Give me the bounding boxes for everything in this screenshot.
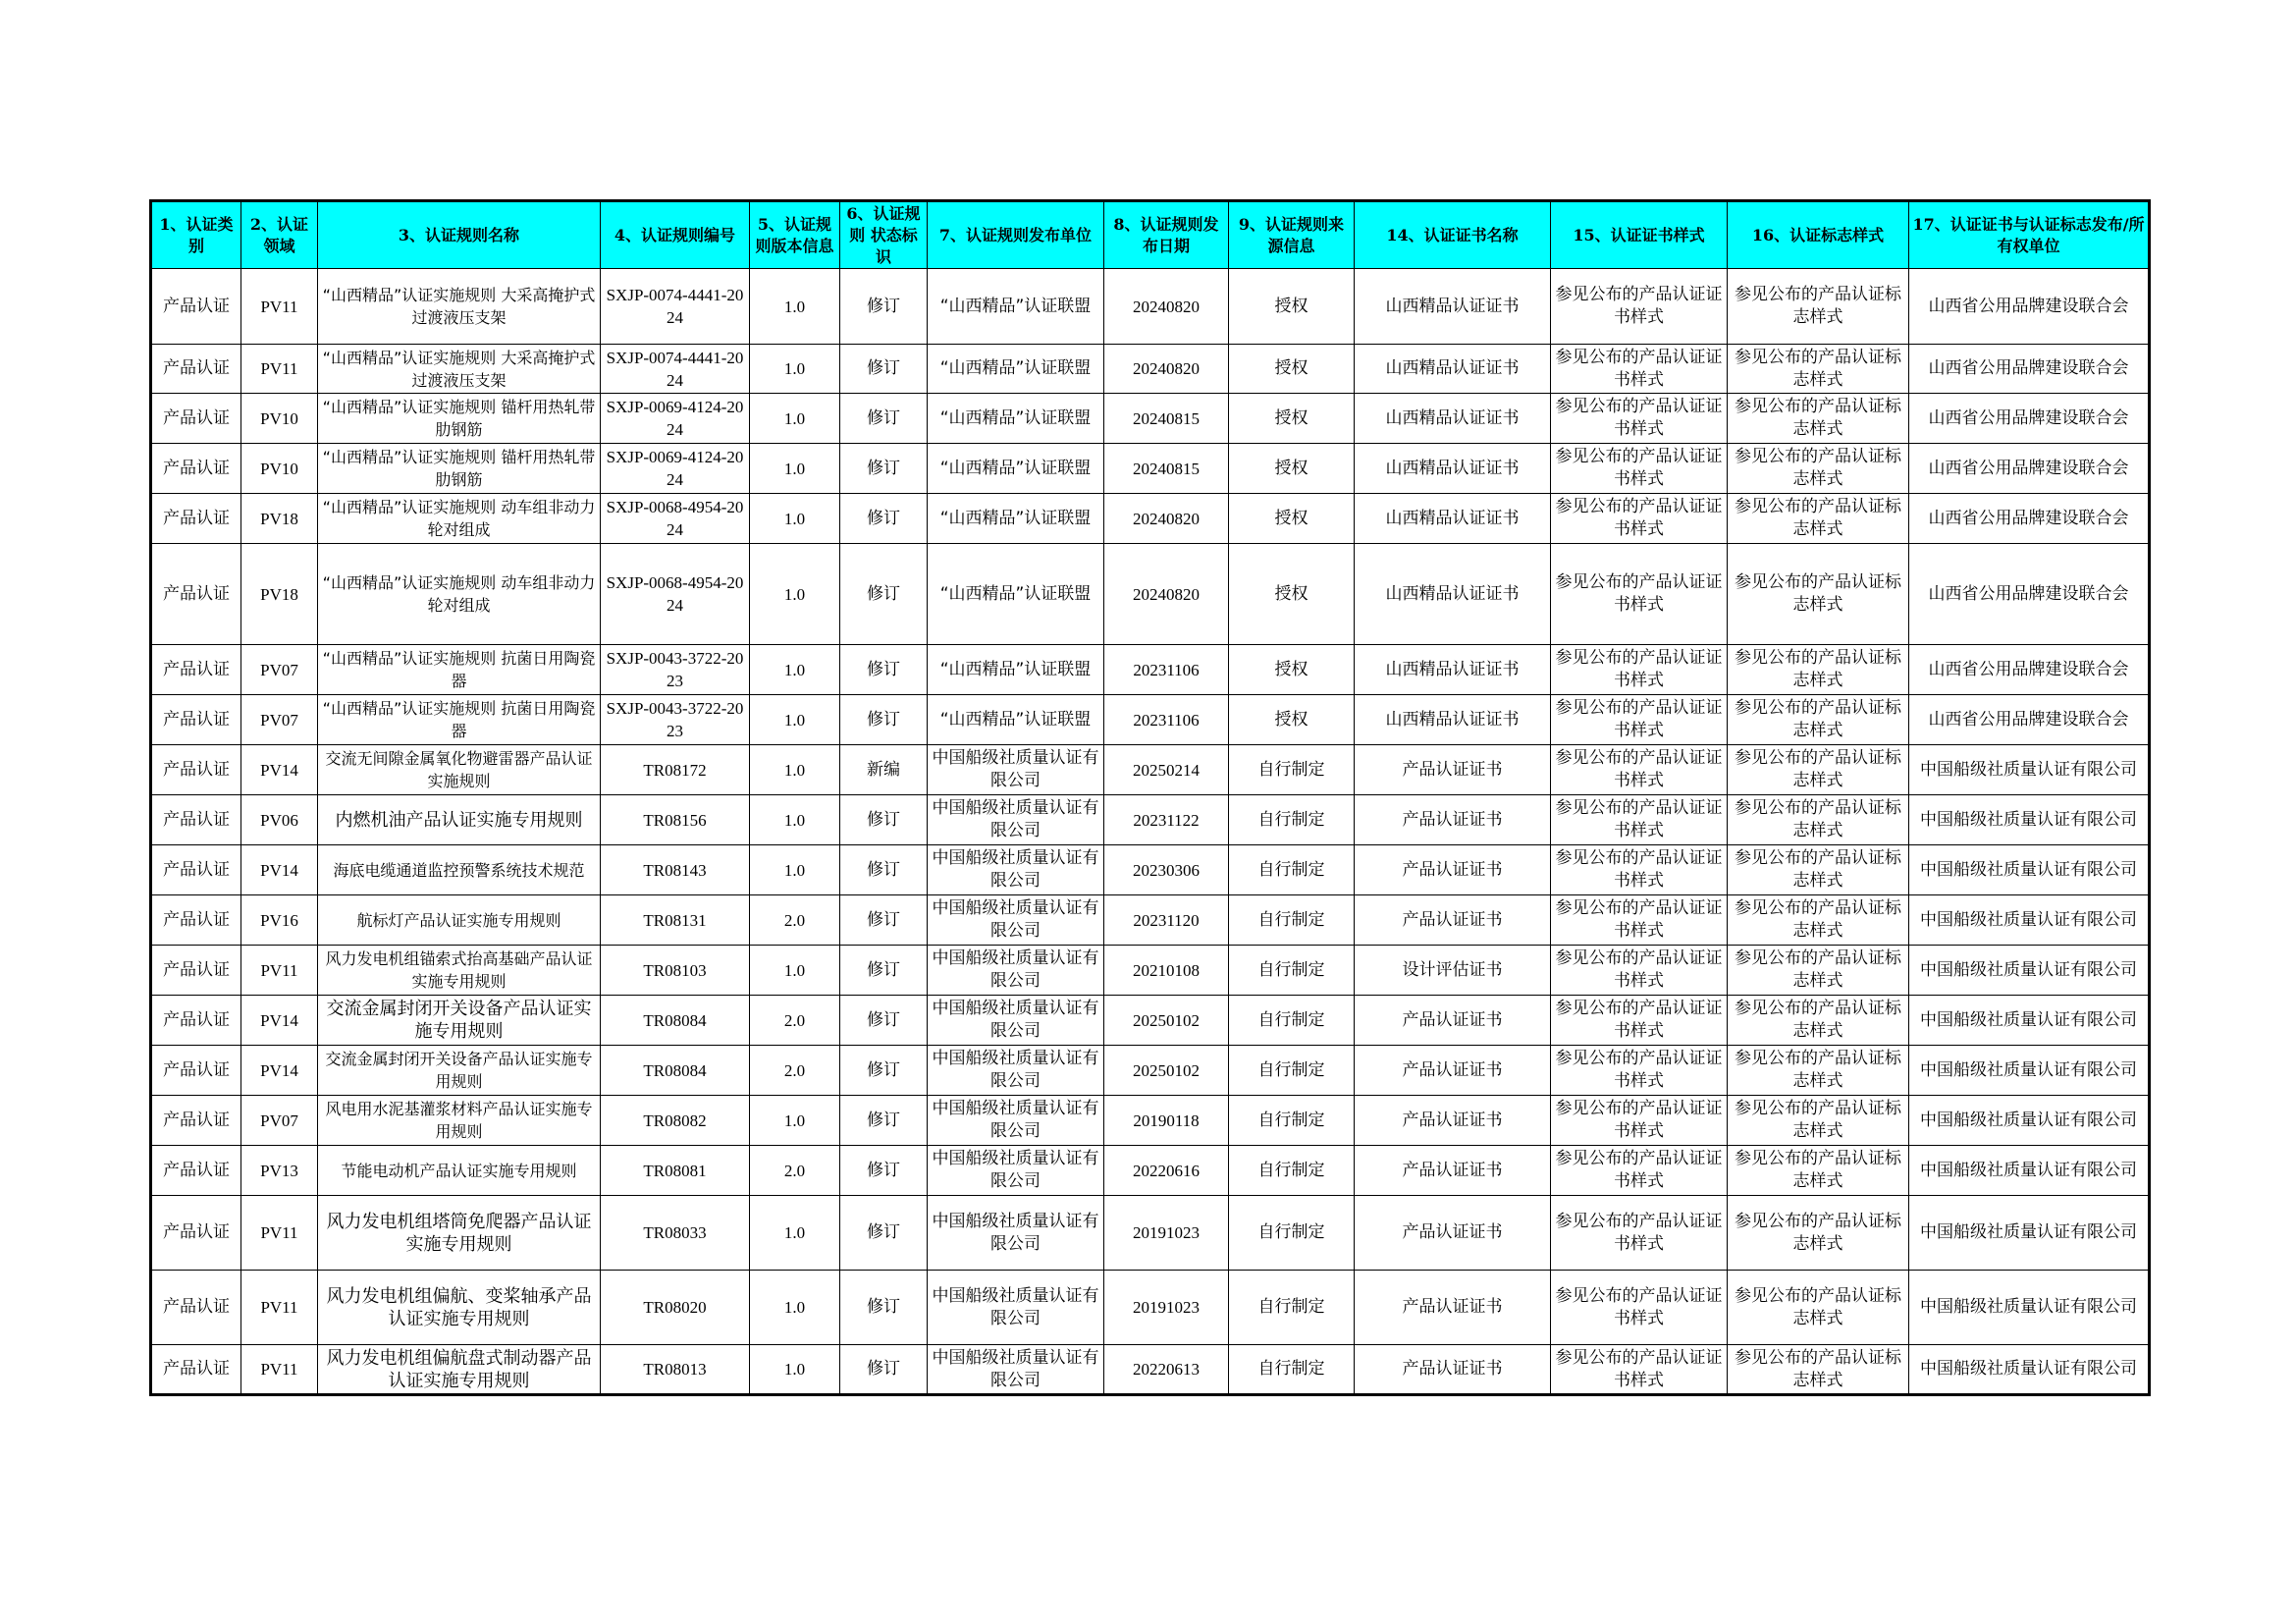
cell-cert-style: 参见公布的产品认证证书样式 — [1551, 946, 1728, 996]
cell-owner: 中国船级社质量认证有限公司 — [1909, 895, 2150, 946]
cell-rule-code: TR08084 — [601, 1046, 750, 1096]
cell-rule-source: 授权 — [1229, 394, 1355, 444]
cell-cert-style: 参见公布的产品认证证书样式 — [1551, 494, 1728, 544]
cell-rule-code: TR08172 — [601, 745, 750, 795]
table-row — [151, 1046, 2150, 1096]
table-row — [151, 645, 2150, 695]
cell-rule-version: 1.0 — [750, 394, 840, 444]
cell-rule-source: 授权 — [1229, 645, 1355, 695]
cell-rule-publisher: 中国船级社质量认证有限公司 — [928, 1046, 1104, 1096]
header-rule-status: 6、认证规则 状态标识 — [840, 201, 928, 269]
cell-field: PV11 — [241, 345, 318, 394]
cell-rule-name: 航标灯产品认证实施专用规则 — [318, 895, 601, 946]
cell-rule-code: SXJP-0068-4954-2024 — [601, 544, 750, 645]
cell-rule-code: TR08082 — [601, 1096, 750, 1146]
cell-mark-style: 参见公布的产品认证标志样式 — [1728, 845, 1909, 895]
cell-rule-status: 修订 — [840, 895, 928, 946]
cell-rule-date: 20250214 — [1104, 745, 1229, 795]
cell-rule-code: SXJP-0074-4441-2024 — [601, 269, 750, 345]
table-row — [151, 544, 2150, 645]
cell-cert-style: 参见公布的产品认证证书样式 — [1551, 544, 1728, 645]
cell-rule-name: 交流无间隙金属氧化物避雷器产品认证实施规则 — [318, 745, 601, 795]
cell-cert-style: 参见公布的产品认证证书样式 — [1551, 394, 1728, 444]
cell-rule-source: 授权 — [1229, 444, 1355, 494]
cell-rule-source: 自行制定 — [1229, 1096, 1355, 1146]
cell-rule-code: SXJP-0068-4954-2024 — [601, 494, 750, 544]
header-rule-source: 9、认证规则来源信息 — [1229, 201, 1355, 269]
cell-rule-status: 修订 — [840, 1196, 928, 1271]
cell-cert-name: 产品认证证书 — [1355, 795, 1551, 845]
cell-cert-style: 参见公布的产品认证证书样式 — [1551, 269, 1728, 345]
cell-rule-name: “山西精品”认证实施规则 锚杆用热轧带肋钢筋 — [318, 394, 601, 444]
cell-category: 产品认证 — [151, 795, 241, 845]
cell-mark-style: 参见公布的产品认证标志样式 — [1728, 1046, 1909, 1096]
cell-owner: 山西省公用品牌建设联合会 — [1909, 394, 2150, 444]
cell-rule-status: 修订 — [840, 345, 928, 394]
cell-cert-style: 参见公布的产品认证证书样式 — [1551, 345, 1728, 394]
cell-mark-style: 参见公布的产品认证标志样式 — [1728, 269, 1909, 345]
cell-rule-name: “山西精品”认证实施规则 动车组非动力轮对组成 — [318, 544, 601, 645]
cell-rule-status: 修订 — [840, 695, 928, 745]
cell-field: PV11 — [241, 1345, 318, 1395]
cell-owner: 山西省公用品牌建设联合会 — [1909, 645, 2150, 695]
cell-rule-version: 1.0 — [750, 795, 840, 845]
cell-cert-name: 产品认证证书 — [1355, 745, 1551, 795]
cell-category: 产品认证 — [151, 269, 241, 345]
cell-cert-style: 参见公布的产品认证证书样式 — [1551, 1196, 1728, 1271]
cell-cert-name: 山西精品认证证书 — [1355, 269, 1551, 345]
cell-category: 产品认证 — [151, 645, 241, 695]
cell-rule-date: 20220616 — [1104, 1146, 1229, 1196]
table-row — [151, 895, 2150, 946]
cell-owner: 山西省公用品牌建设联合会 — [1909, 695, 2150, 745]
cell-category: 产品认证 — [151, 1196, 241, 1271]
cell-rule-name: 风力发电机组偏航盘式制动器产品认证实施专用规则 — [318, 1345, 601, 1395]
cell-rule-source: 自行制定 — [1229, 1146, 1355, 1196]
table-row — [151, 444, 2150, 494]
cell-rule-status: 修订 — [840, 645, 928, 695]
cell-rule-date: 20240820 — [1104, 544, 1229, 645]
cell-owner: 中国船级社质量认证有限公司 — [1909, 1096, 2150, 1146]
cell-cert-name: 产品认证证书 — [1355, 996, 1551, 1046]
cell-rule-version: 1.0 — [750, 494, 840, 544]
cell-cert-style: 参见公布的产品认证证书样式 — [1551, 1046, 1728, 1096]
cell-rule-name: 交流金属封闭开关设备产品认证实施专用规则 — [318, 996, 601, 1046]
cell-rule-source: 授权 — [1229, 269, 1355, 345]
certification-rules-table — [149, 199, 2151, 1396]
cell-rule-code: TR08131 — [601, 895, 750, 946]
cell-field: PV14 — [241, 996, 318, 1046]
cell-rule-version: 1.0 — [750, 946, 840, 996]
cell-field: PV11 — [241, 946, 318, 996]
cell-rule-code: TR08156 — [601, 795, 750, 845]
cell-rule-source: 授权 — [1229, 494, 1355, 544]
cell-category: 产品认证 — [151, 996, 241, 1046]
cell-rule-publisher: “山西精品”认证联盟 — [928, 544, 1104, 645]
header-rule-code: 4、认证规则编号 — [601, 201, 750, 269]
cell-mark-style: 参见公布的产品认证标志样式 — [1728, 745, 1909, 795]
table-row — [151, 1146, 2150, 1196]
table-row — [151, 695, 2150, 745]
cell-rule-source: 自行制定 — [1229, 1196, 1355, 1271]
cell-cert-style: 参见公布的产品认证证书样式 — [1551, 745, 1728, 795]
cell-rule-date: 20220613 — [1104, 1345, 1229, 1395]
cell-cert-style: 参见公布的产品认证证书样式 — [1551, 895, 1728, 946]
cell-rule-date: 20240820 — [1104, 345, 1229, 394]
cell-mark-style: 参见公布的产品认证标志样式 — [1728, 795, 1909, 845]
header-mark-style: 16、认证标志样式 — [1728, 201, 1909, 269]
cell-rule-publisher: “山西精品”认证联盟 — [928, 345, 1104, 394]
cell-category: 产品认证 — [151, 394, 241, 444]
cell-rule-version: 1.0 — [750, 1271, 840, 1345]
cell-rule-source: 自行制定 — [1229, 946, 1355, 996]
cell-rule-date: 20240820 — [1104, 269, 1229, 345]
cell-field: PV11 — [241, 1271, 318, 1345]
cell-rule-publisher: 中国船级社质量认证有限公司 — [928, 745, 1104, 795]
cell-cert-style: 参见公布的产品认证证书样式 — [1551, 444, 1728, 494]
cell-rule-source: 自行制定 — [1229, 1345, 1355, 1395]
cell-cert-style: 参见公布的产品认证证书样式 — [1551, 795, 1728, 845]
cell-rule-status: 修订 — [840, 946, 928, 996]
cell-category: 产品认证 — [151, 444, 241, 494]
cell-owner: 中国船级社质量认证有限公司 — [1909, 845, 2150, 895]
cell-rule-date: 20250102 — [1104, 996, 1229, 1046]
cell-rule-source: 授权 — [1229, 695, 1355, 745]
table-row — [151, 394, 2150, 444]
cell-field: PV10 — [241, 394, 318, 444]
cell-rule-publisher: 中国船级社质量认证有限公司 — [928, 996, 1104, 1046]
cell-rule-publisher: “山西精品”认证联盟 — [928, 269, 1104, 345]
table-body — [151, 269, 2150, 1395]
cell-rule-publisher: “山西精品”认证联盟 — [928, 444, 1104, 494]
cell-rule-date: 20231106 — [1104, 645, 1229, 695]
header-cert-name: 14、认证证书名称 — [1355, 201, 1551, 269]
cell-category: 产品认证 — [151, 695, 241, 745]
cell-cert-name: 产品认证证书 — [1355, 845, 1551, 895]
header-row — [151, 201, 2150, 269]
cell-rule-name: 风力发电机组偏航、变桨轴承产品认证实施专用规则 — [318, 1271, 601, 1345]
cell-rule-version: 1.0 — [750, 1196, 840, 1271]
cell-cert-name: 山西精品认证证书 — [1355, 444, 1551, 494]
cell-rule-code: SXJP-0043-3722-2023 — [601, 695, 750, 745]
cell-rule-version: 2.0 — [750, 996, 840, 1046]
cell-category: 产品认证 — [151, 345, 241, 394]
cell-rule-name: “山西精品”认证实施规则 锚杆用热轧带肋钢筋 — [318, 444, 601, 494]
table-row — [151, 1345, 2150, 1395]
cell-category: 产品认证 — [151, 1345, 241, 1395]
cell-rule-version: 1.0 — [750, 695, 840, 745]
cell-owner: 中国船级社质量认证有限公司 — [1909, 1271, 2150, 1345]
cell-rule-version: 2.0 — [750, 1146, 840, 1196]
cell-category: 产品认证 — [151, 544, 241, 645]
cell-rule-code: TR08013 — [601, 1345, 750, 1395]
cell-rule-date: 20240815 — [1104, 444, 1229, 494]
cell-rule-name: “山西精品”认证实施规则 抗菌日用陶瓷器 — [318, 695, 601, 745]
cell-rule-code: SXJP-0043-3722-2023 — [601, 645, 750, 695]
cell-rule-version: 1.0 — [750, 444, 840, 494]
cell-rule-name: 内燃机油产品认证实施专用规则 — [318, 795, 601, 845]
cell-rule-date: 20191023 — [1104, 1271, 1229, 1345]
cell-rule-publisher: 中国船级社质量认证有限公司 — [928, 1271, 1104, 1345]
header-rule-publisher: 7、认证规则发布单位 — [928, 201, 1104, 269]
cell-cert-name: 产品认证证书 — [1355, 1345, 1551, 1395]
cell-rule-publisher: “山西精品”认证联盟 — [928, 494, 1104, 544]
header-category: 1、认证类别 — [151, 201, 241, 269]
cell-rule-date: 20210108 — [1104, 946, 1229, 996]
cell-rule-code: TR08081 — [601, 1146, 750, 1196]
cell-category: 产品认证 — [151, 1096, 241, 1146]
header-rule-name: 3、认证规则名称 — [318, 201, 601, 269]
cell-category: 产品认证 — [151, 745, 241, 795]
table-row — [151, 269, 2150, 345]
cell-cert-style: 参见公布的产品认证证书样式 — [1551, 1345, 1728, 1395]
cell-rule-publisher: 中国船级社质量认证有限公司 — [928, 1146, 1104, 1196]
cell-rule-status: 修订 — [840, 494, 928, 544]
cell-rule-publisher: 中国船级社质量认证有限公司 — [928, 946, 1104, 996]
cell-rule-publisher: “山西精品”认证联盟 — [928, 394, 1104, 444]
cell-rule-status: 修订 — [840, 1046, 928, 1096]
cell-rule-name: “山西精品”认证实施规则 动车组非动力轮对组成 — [318, 494, 601, 544]
table-row — [151, 745, 2150, 795]
cell-rule-source: 自行制定 — [1229, 895, 1355, 946]
cell-owner: 中国船级社质量认证有限公司 — [1909, 1345, 2150, 1395]
cell-rule-version: 1.0 — [750, 345, 840, 394]
header-field: 2、认证领域 — [241, 201, 318, 269]
cell-rule-version: 1.0 — [750, 645, 840, 695]
cell-field: PV14 — [241, 1046, 318, 1096]
cell-rule-status: 修订 — [840, 1345, 928, 1395]
cell-rule-name: “山西精品”认证实施规则 大采高掩护式过渡液压支架 — [318, 269, 601, 345]
cell-owner: 中国船级社质量认证有限公司 — [1909, 1146, 2150, 1196]
cell-cert-name: 山西精品认证证书 — [1355, 394, 1551, 444]
cell-rule-source: 授权 — [1229, 345, 1355, 394]
cell-mark-style: 参见公布的产品认证标志样式 — [1728, 1146, 1909, 1196]
cell-rule-source: 自行制定 — [1229, 795, 1355, 845]
cell-rule-publisher: 中国船级社质量认证有限公司 — [928, 795, 1104, 845]
cell-field: PV11 — [241, 269, 318, 345]
cell-cert-style: 参见公布的产品认证证书样式 — [1551, 996, 1728, 1046]
cell-rule-date: 20231106 — [1104, 695, 1229, 745]
table-row — [151, 345, 2150, 394]
cell-mark-style: 参见公布的产品认证标志样式 — [1728, 345, 1909, 394]
table-row — [151, 1096, 2150, 1146]
cell-category: 产品认证 — [151, 946, 241, 996]
cell-owner: 山西省公用品牌建设联合会 — [1909, 494, 2150, 544]
cell-rule-status: 修订 — [840, 444, 928, 494]
cell-rule-code: SXJP-0069-4124-2024 — [601, 394, 750, 444]
cell-rule-status: 修订 — [840, 845, 928, 895]
cell-owner: 中国船级社质量认证有限公司 — [1909, 1046, 2150, 1096]
cell-rule-publisher: 中国船级社质量认证有限公司 — [928, 1345, 1104, 1395]
cell-rule-version: 1.0 — [750, 544, 840, 645]
cell-field: PV06 — [241, 795, 318, 845]
cell-rule-name: “山西精品”认证实施规则 抗菌日用陶瓷器 — [318, 645, 601, 695]
cell-rule-publisher: 中国船级社质量认证有限公司 — [928, 845, 1104, 895]
cell-cert-name: 山西精品认证证书 — [1355, 544, 1551, 645]
cell-cert-style: 参见公布的产品认证证书样式 — [1551, 645, 1728, 695]
cell-category: 产品认证 — [151, 895, 241, 946]
cell-rule-status: 修订 — [840, 394, 928, 444]
cell-cert-name: 产品认证证书 — [1355, 1271, 1551, 1345]
cell-mark-style: 参见公布的产品认证标志样式 — [1728, 444, 1909, 494]
cell-category: 产品认证 — [151, 494, 241, 544]
cell-owner: 中国船级社质量认证有限公司 — [1909, 745, 2150, 795]
cell-rule-version: 1.0 — [750, 745, 840, 795]
cell-rule-status: 修订 — [840, 1146, 928, 1196]
table-row — [151, 1271, 2150, 1345]
cell-rule-publisher: 中国船级社质量认证有限公司 — [928, 895, 1104, 946]
cell-cert-name: 山西精品认证证书 — [1355, 494, 1551, 544]
cell-rule-version: 1.0 — [750, 1345, 840, 1395]
cell-rule-date: 20250102 — [1104, 1046, 1229, 1096]
cell-owner: 山西省公用品牌建设联合会 — [1909, 269, 2150, 345]
cell-rule-date: 20231122 — [1104, 795, 1229, 845]
cell-rule-code: SXJP-0074-4441-2024 — [601, 345, 750, 394]
cell-cert-style: 参见公布的产品认证证书样式 — [1551, 1271, 1728, 1345]
cell-mark-style: 参见公布的产品认证标志样式 — [1728, 394, 1909, 444]
cell-rule-code: TR08084 — [601, 996, 750, 1046]
cell-field: PV07 — [241, 695, 318, 745]
cell-rule-name: 海底电缆通道监控预警系统技术规范 — [318, 845, 601, 895]
cell-owner: 中国船级社质量认证有限公司 — [1909, 1196, 2150, 1271]
cell-rule-source: 授权 — [1229, 544, 1355, 645]
cell-field: PV07 — [241, 1096, 318, 1146]
table-row — [151, 946, 2150, 996]
cell-mark-style: 参见公布的产品认证标志样式 — [1728, 494, 1909, 544]
table-row — [151, 1196, 2150, 1271]
cell-rule-date: 20190118 — [1104, 1096, 1229, 1146]
cell-rule-date: 20240815 — [1104, 394, 1229, 444]
table-row — [151, 996, 2150, 1046]
cell-cert-name: 设计评估证书 — [1355, 946, 1551, 996]
cell-rule-publisher: 中国船级社质量认证有限公司 — [928, 1196, 1104, 1271]
cell-category: 产品认证 — [151, 845, 241, 895]
cell-rule-name: 风电用水泥基灌浆材料产品认证实施专用规则 — [318, 1096, 601, 1146]
cell-rule-status: 修订 — [840, 544, 928, 645]
cell-rule-publisher: “山西精品”认证联盟 — [928, 645, 1104, 695]
cell-field: PV14 — [241, 745, 318, 795]
header-owner: 17、认证证书与认证标志发布/所有权单位 — [1909, 201, 2150, 269]
cell-cert-name: 产品认证证书 — [1355, 1146, 1551, 1196]
header-cert-style: 15、认证证书样式 — [1551, 201, 1728, 269]
cell-owner: 山西省公用品牌建设联合会 — [1909, 345, 2150, 394]
cell-rule-name: 交流金属封闭开关设备产品认证实施专用规则 — [318, 1046, 601, 1096]
cell-mark-style: 参见公布的产品认证标志样式 — [1728, 544, 1909, 645]
cell-rule-code: TR08020 — [601, 1271, 750, 1345]
cell-cert-name: 产品认证证书 — [1355, 1196, 1551, 1271]
cell-mark-style: 参见公布的产品认证标志样式 — [1728, 1196, 1909, 1271]
cell-rule-status: 修订 — [840, 795, 928, 845]
cell-cert-name: 产品认证证书 — [1355, 1046, 1551, 1096]
cell-cert-name: 山西精品认证证书 — [1355, 645, 1551, 695]
cell-field: PV11 — [241, 1196, 318, 1271]
cell-rule-date: 20240820 — [1104, 494, 1229, 544]
cell-rule-name: 风力发电机组塔筒免爬器产品认证实施专用规则 — [318, 1196, 601, 1271]
cell-category: 产品认证 — [151, 1046, 241, 1096]
cell-cert-name: 产品认证证书 — [1355, 895, 1551, 946]
cell-rule-version: 1.0 — [750, 845, 840, 895]
table-row — [151, 494, 2150, 544]
cell-cert-style: 参见公布的产品认证证书样式 — [1551, 1096, 1728, 1146]
cell-rule-status: 修订 — [840, 269, 928, 345]
cell-rule-source: 自行制定 — [1229, 745, 1355, 795]
cell-mark-style: 参见公布的产品认证标志样式 — [1728, 1271, 1909, 1345]
cell-rule-publisher: “山西精品”认证联盟 — [928, 695, 1104, 745]
cell-mark-style: 参见公布的产品认证标志样式 — [1728, 946, 1909, 996]
cell-rule-code: SXJP-0069-4124-2024 — [601, 444, 750, 494]
cell-rule-code: TR08143 — [601, 845, 750, 895]
header-rule-version: 5、认证规则版本信息 — [750, 201, 840, 269]
cell-cert-name: 产品认证证书 — [1355, 1096, 1551, 1146]
cell-rule-source: 自行制定 — [1229, 996, 1355, 1046]
cell-mark-style: 参见公布的产品认证标志样式 — [1728, 895, 1909, 946]
cell-cert-style: 参见公布的产品认证证书样式 — [1551, 695, 1728, 745]
cell-category: 产品认证 — [151, 1146, 241, 1196]
cell-field: PV16 — [241, 895, 318, 946]
cell-category: 产品认证 — [151, 1271, 241, 1345]
cell-field: PV07 — [241, 645, 318, 695]
cell-field: PV13 — [241, 1146, 318, 1196]
cell-rule-name: “山西精品”认证实施规则 大采高掩护式过渡液压支架 — [318, 345, 601, 394]
cell-mark-style: 参见公布的产品认证标志样式 — [1728, 1345, 1909, 1395]
cell-rule-name: 节能电动机产品认证实施专用规则 — [318, 1146, 601, 1196]
cell-rule-source: 自行制定 — [1229, 1046, 1355, 1096]
cell-owner: 中国船级社质量认证有限公司 — [1909, 946, 2150, 996]
cell-rule-status: 修订 — [840, 1271, 928, 1345]
cell-field: PV18 — [241, 494, 318, 544]
cell-cert-name: 山西精品认证证书 — [1355, 345, 1551, 394]
cell-rule-status: 新编 — [840, 745, 928, 795]
cell-field: PV10 — [241, 444, 318, 494]
cell-owner: 山西省公用品牌建设联合会 — [1909, 444, 2150, 494]
cell-rule-publisher: 中国船级社质量认证有限公司 — [928, 1096, 1104, 1146]
cell-rule-version: 2.0 — [750, 1046, 840, 1096]
cell-rule-date: 20191023 — [1104, 1196, 1229, 1271]
cell-cert-style: 参见公布的产品认证证书样式 — [1551, 1146, 1728, 1196]
cell-field: PV18 — [241, 544, 318, 645]
cell-rule-status: 修订 — [840, 996, 928, 1046]
cell-rule-name: 风力发电机组锚索式抬高基础产品认证实施专用规则 — [318, 946, 601, 996]
cell-rule-status: 修订 — [840, 1096, 928, 1146]
cell-rule-date: 20230306 — [1104, 845, 1229, 895]
cell-rule-version: 1.0 — [750, 269, 840, 345]
cell-field: PV14 — [241, 845, 318, 895]
cell-rule-code: TR08103 — [601, 946, 750, 996]
cell-rule-source: 自行制定 — [1229, 1271, 1355, 1345]
cell-owner: 中国船级社质量认证有限公司 — [1909, 795, 2150, 845]
cell-mark-style: 参见公布的产品认证标志样式 — [1728, 695, 1909, 745]
cell-mark-style: 参见公布的产品认证标志样式 — [1728, 645, 1909, 695]
cell-owner: 中国船级社质量认证有限公司 — [1909, 996, 2150, 1046]
table-row — [151, 795, 2150, 845]
cell-mark-style: 参见公布的产品认证标志样式 — [1728, 996, 1909, 1046]
cell-cert-style: 参见公布的产品认证证书样式 — [1551, 845, 1728, 895]
cell-rule-version: 2.0 — [750, 895, 840, 946]
table-row — [151, 845, 2150, 895]
cell-rule-version: 1.0 — [750, 1096, 840, 1146]
cell-mark-style: 参见公布的产品认证标志样式 — [1728, 1096, 1909, 1146]
cell-rule-code: TR08033 — [601, 1196, 750, 1271]
cell-rule-source: 自行制定 — [1229, 845, 1355, 895]
header-rule-date: 8、认证规则发布日期 — [1104, 201, 1229, 269]
cell-cert-name: 山西精品认证证书 — [1355, 695, 1551, 745]
cell-rule-date: 20231120 — [1104, 895, 1229, 946]
cell-owner: 山西省公用品牌建设联合会 — [1909, 544, 2150, 645]
